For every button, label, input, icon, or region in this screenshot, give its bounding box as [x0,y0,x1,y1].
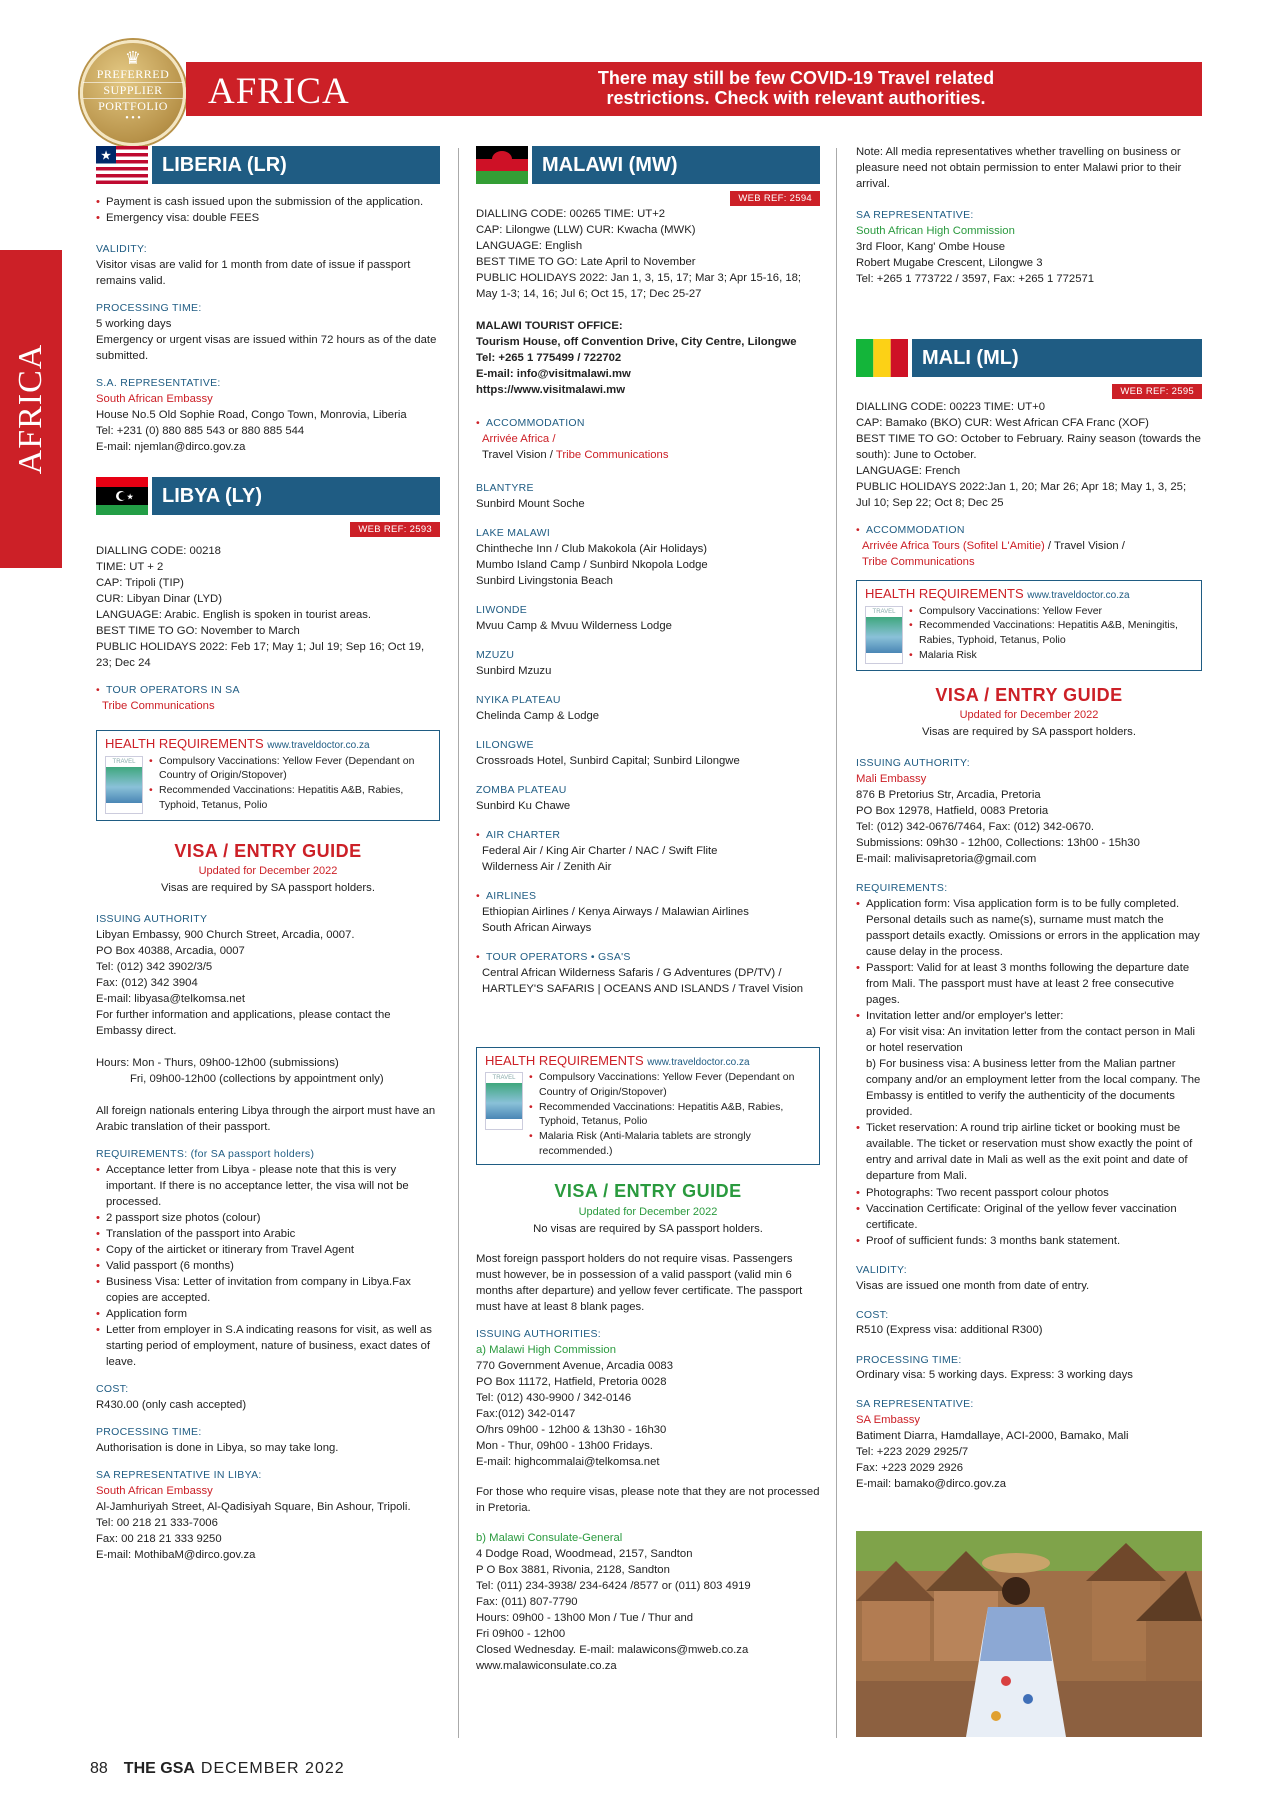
place-name: ZOMBA PLATEAU [476,784,567,796]
svg-text:★: ★ [127,494,134,502]
office-line: E-mail: info@visitmalawi.mw [476,368,631,381]
list-item: • Recommended Vaccinations: Hepatitis A&B, Meningitis, Rabies, Typhoid, Tetanus, Polio [909,618,1193,647]
mali-visa-guide [856,683,1202,740]
section-label: COST: [96,1383,129,1396]
list-item: • Invitation letter and/or employer's letter: a) For visit visa: An invitation letter from the contact person in Mali or hotel reservation b) For business visa: A business letter from the Malian partner company and/or an employment letter from the local company. The Embassy is entitled to verify the authenticity of the documents provided. [856,1008,1202,1120]
visa-note: No visas are required by SA passport holders. [533,1222,763,1235]
section-label: ISSUING AUTHORITIES: [476,1327,602,1340]
list-item: • Passport: Valid for at least 3 months following the departure date from Mali. The passport must have at least 2 free consecutive pages. [856,960,1202,1008]
badge-line-1: PREFERRED [96,67,170,81]
tourist-office [476,318,820,398]
rep-line: E-mail: bamako@dirco.gov.za [856,1478,1007,1491]
info-line: CAP: Lilongwe (LLW) CUR: Kwacha (MWK) [476,224,696,237]
info-line: CUR: Libyan Dinar (LYD) [96,593,222,606]
health-title: HEALTH REQUIREMENTS [865,586,1024,602]
issuing-line: Tel: (012) 342-0676/7464, Fax: (012) 342-0670. [856,820,1095,833]
place-name: LILONGWE [476,739,534,752]
section-label: • ACCOMMODATION [856,523,1202,538]
place-line: Sunbird Livingstonia Beach [476,575,613,588]
travel-doctor-logo: TRAVEL [485,1072,523,1130]
visa-title: VISA / ENTRY GUIDE [554,1181,742,1202]
section-label: SA REPRESENTATIVE: [856,209,974,222]
cost-text: R510 (Express visa: additional R300) [856,1324,1043,1337]
air-charter-line: Wilderness Air / Zenith Air [482,860,612,873]
covid-notice: There may still be few COVID-19 Travel related restrictions. Check with relevant authorities. [597,68,995,108]
rep-line: Fax: +223 2029 2926 [856,1462,964,1475]
list-item: • Compulsory Vaccinations: Yellow Fever (Dependant on Country of Origin/Stopover) [529,1070,811,1099]
place-line: Sunbird Mzuzu [476,665,552,678]
section-label: • AIR CHARTER [476,828,820,843]
issuing-line: PO Box 40388, Arcadia, 0007 [96,944,245,957]
rep-line: House No.5 Old Sophie Road, Congo Town, Monrovia, Liberia [96,408,407,421]
libya-health-box [96,730,440,820]
rep-line: Tel: +223 2029 2925/7 [856,1446,969,1459]
accommodation-link[interactable]: Arrivée Africa / [482,433,556,446]
foreign-note: All foreign nationals entering Libya through the airport must have an Arabic translation of their passport. [96,1105,436,1134]
rep-line: Tel: +265 1 773722 / 3597, Fax: +265 1 772571 [856,273,1095,286]
malawi-visa-guide [476,1179,820,1236]
rep-line: Robert Mugabe Crescent, Lilongwe 3 [856,257,1043,270]
issuing-line: Closed Wednesday. E-mail: malawicons@mweb.co.za [476,1644,749,1657]
page-number: 88 [90,1760,108,1777]
health-url[interactable]: www.traveldoctor.co.za [267,740,370,752]
web-ref-badge: WEB REF: 2594 [730,191,820,206]
section-label: PROCESSING TIME: [96,1426,202,1439]
info-line: BEST TIME TO GO: October to February. Rainy season (towards the south): June to October. [856,433,1201,462]
malawi-flag-icon [476,146,528,184]
issuing-line: For further information and applications, please contact the Embassy direct. [96,1008,391,1037]
malawi-health-box [476,1047,820,1166]
info-line: DIALLING CODE: 00223 TIME: UT+0 [856,401,1046,414]
info-line: LANGUAGE: English [476,240,583,253]
side-tab-label: AFRICA [11,343,49,475]
rep-line: Fax: 00 218 21 333 9250 [96,1533,222,1546]
page-footer [90,1758,345,1781]
air-charter-line: Federal Air / King Air Charter / NAC / Swift Flite [482,844,718,857]
issue-date: DECEMBER 2022 [200,1760,345,1777]
crown-icon: ♛ [124,48,142,68]
issuing-line: Libyan Embassy, 900 Church Street, Arcadia, 0007. [96,928,355,941]
badge-dots: • • • [125,113,141,124]
list-item: • Photographs: Two recent passport colour photos [856,1185,1202,1201]
list-item: • Ticket reservation: A round trip airline ticket or booking must be available. The ticket or reservation must show exactly the point of entry and arrival date in Mali as well as the exit point and date of departure from Mali. [856,1120,1202,1184]
place-name: NYIKA PLATEAU [476,694,561,707]
consulate-website-link[interactable]: www.malawiconsulate.co.za [476,1660,617,1673]
section-label: ISSUING AUTHORITY: [856,756,970,769]
issuing-name: a) Malawi High Commission [476,1343,616,1356]
validity-text: Visitor visas are valid for 1 month from date of issue if passport remains valid. [96,258,411,287]
column-middle [476,146,820,1674]
accommodation-link[interactable]: Tribe Communications [555,449,669,462]
travel-doctor-logo: TRAVEL [865,606,903,664]
libya-header [127,477,440,515]
travel-doctor-logo: TRAVEL [105,756,143,814]
issuing-line: PO Box 12978, Hatfield, 0083 Pretoria [856,804,1049,817]
info-line: BEST TIME TO GO: November to March [96,625,300,638]
cost-text: R430.00 (only cash accepted) [96,1399,247,1412]
list-item: • Business Visa: Letter of invitation from company in Libya.Fax copies are accepted. [96,1274,440,1306]
issuing-line: P O Box 3881, Rivonia, 2128, Sandton [476,1564,670,1577]
column-right [856,144,1202,1493]
section-label: VALIDITY: [856,1263,907,1276]
publication-name: THE GSA [123,1760,195,1777]
issuing-line: Tel: (012) 342 3902/3/5 [96,960,213,973]
mali-health-box [856,580,1202,670]
column-divider [836,148,837,1738]
info-line: PUBLIC HOLIDAYS 2022: Jan 1, 3, 15, 17; Mar 3; Apr 15-16, 18; May 1-3; 14, 16; Jul 6; Oct 15, 17; Dec 25-27 [476,272,802,301]
section-label: • TOUR OPERATORS IN SA [96,683,440,698]
processing-text: Emergency or urgent visas are issued within 72 hours as of the date submitted. [96,333,437,362]
visa-updated: Updated for December 2022 [959,709,1099,722]
list-item: • Proof of sufficient funds: 3 months bank statement. [856,1233,1202,1249]
mali-info [856,399,1202,511]
issuing-line: Fri 09h00 - 12h00 [476,1628,566,1641]
validity-text: Visas are issued one month from date of entry. [856,1279,1090,1292]
processing-text: Ordinary visa: 5 working days. Express: 3 working days [856,1369,1133,1382]
accommodation-link[interactable]: Tribe Communications [862,556,975,569]
visa-updated: Updated for December 2022 [198,865,338,878]
accommodation-link[interactable]: Arrivée Africa Tours (Sofitel L'Amitie) [862,540,1045,553]
info-line: PUBLIC HOLIDAYS 2022: Feb 17; May 1; Jul 19; Sep 16; Oct 19, 23; Dec 24 [96,641,425,670]
gsa-line: Central African Wilderness Safaris / G Adventures (DP/TV) / [482,966,782,979]
list-item: • Application form: Visa application form is to be fully completed. Personal details such as name(s), surname must match the passport details exactly. Omissions or errors in the application may cause delay in the process. [856,896,1202,960]
hours-line: Fri, 09h00-12h00 (collections by appointment only) [130,1073,384,1086]
issuing-line: Hours: 09h00 - 13h00 Mon / Tue / Thur and [476,1612,694,1625]
web-ref-badge: WEB REF: 2593 [350,522,440,537]
info-line: BEST TIME TO GO: Late April to November [476,256,696,269]
visa-updated: Updated for December 2022 [578,1205,718,1218]
list-item: • Payment is cash issued upon the submission of the application. [96,194,440,210]
info-line: LANGUAGE: Arabic. English is spoken in tourist areas. [96,609,372,622]
place-line: Mvuu Camp & Mvuu Wilderness Lodge [476,620,672,633]
rep-line: E-mail: njemlan@dirco.gov.za [96,441,246,454]
libya-title: LIBYA (LY) [162,485,263,508]
list-item: • Recommended Vaccinations: Hepatitis A&B, Rabies, Typhoid, Tetanus, Polio [149,783,431,812]
issuing-line: E-mail: malivisapretoria@gmail.com [856,853,1037,866]
side-tab [0,250,62,568]
issuing-line: E-mail: libyasa@telkomsa.net [96,992,245,1005]
issuing-line: Tel: (012) 430-9900 / 342-0146 [476,1391,632,1404]
liberia-flag-icon [96,146,148,184]
place-line: Sunbird Ku Chawe [476,799,571,812]
liberia-title: LIBERIA (LR) [162,154,287,176]
section-label: • TOUR OPERATORS • GSA'S [476,950,820,965]
issuing-name: b) Malawi Consulate-General [476,1531,623,1544]
mali-header [912,339,1202,377]
info-line: CAP: Bamako (BKO) CUR: West African CFA Franc (XOF) [856,417,1149,430]
office-line: MALAWI TOURIST OFFICE: [476,320,623,333]
office-line: Tel: +265 1 775499 / 722702 [476,352,622,365]
gsa-line: HARTLEY'S SAFARIS | OCEANS AND ISLANDS / Travel Vision [482,982,804,995]
list-item: • Copy of the airticket or itinerary from Travel Agent [96,1242,440,1258]
place-name: LAKE MALAWI [476,527,551,540]
libya-info [96,543,440,671]
place-line: Sunbird Mount Soche [476,498,585,511]
preferred-supplier-badge [80,40,186,146]
visa-title: VISA / ENTRY GUIDE [174,840,362,861]
list-item: • Malaria Risk (Anti-Malaria tablets are strongly recommended.) [529,1129,811,1158]
list-item: • 2 passport size photos (colour) [96,1210,440,1226]
place-line: Crossroads Hotel, Sunbird Capital; Sunbird Lilongwe [476,754,740,767]
accommodation-text: Travel Vision / [482,449,556,462]
visa-note: Visas are required by SA passport holders. [922,725,1136,738]
mali-village-photo [856,1531,1202,1737]
issuing-line: E-mail: highcommalai@telkomsa.net [476,1455,660,1468]
list-item: • Recommended Vaccinations: Hepatitis A&B, Rabies, Typhoid, Tetanus, Polio [529,1100,811,1129]
pretoria-note: For those who require visas, please note that they are not processed in Pretoria. [476,1485,820,1514]
place-name: BLANTYRE [476,482,534,495]
visa-title: VISA / ENTRY GUIDE [935,684,1123,705]
issuing-line: 4 Dodge Road, Woodmead, 2157, Sandton [476,1547,693,1560]
rep-name: South African Embassy [96,392,213,405]
visa-note: Visas are required by SA passport holders. [161,881,375,894]
info-line: DIALLING CODE: 00265 TIME: UT+2 [476,208,666,220]
place-line: Mumbo Island Camp / Sunbird Nkopola Lodge [476,559,708,572]
section-label: VALIDITY: [96,243,147,256]
mali-title: MALI (ML) [922,347,1019,370]
libya-flag-icon [96,477,148,515]
media-note: Note: All media representatives whether travelling on business or pleasure need not obtain permission to enter Malawi prior to their arrival. [856,146,1182,191]
accommodation-text: / Travel Vision / [1044,540,1125,553]
issuing-line: Fax: (012) 342 3904 [96,976,198,989]
place-name: MZUZU [476,649,515,662]
top-banner [186,62,1202,116]
badge-line-3: PORTFOLIO [83,98,183,114]
list-item: • Malaria Risk [909,648,1193,663]
health-url[interactable]: www.traveldoctor.co.za [1027,590,1130,602]
office-website-link[interactable]: https://www.visitmalawi.mw [476,384,625,397]
region-title: AFRICA [208,71,350,112]
badge-line-2: SUPPLIER [83,82,183,98]
section-label: • ACCOMMODATION [476,416,820,431]
processing-text: 5 working days [96,317,172,330]
rep-line: Tel: 00 218 21 333-7006 [96,1517,218,1530]
rep-line: E-mail: MothibaM@dirco.gov.za [96,1549,256,1562]
section-label: COST: [856,1308,889,1321]
section-label: REQUIREMENTS: (for SA passport holders) [96,1148,315,1161]
svg-text:★: ★ [101,150,111,162]
list-item: • Compulsory Vaccinations: Yellow Fever [909,604,1193,619]
info-line: PUBLIC HOLIDAYS 2022:Jan 1, 20; Mar 26; Apr 18; May 1, 3, 25; Jul 10; Sep 22; Oct 8; Dec 25 [856,481,1187,510]
processing-text: Authorisation is done in Libya, so may take long. [96,1442,339,1455]
rep-name: SA Embassy [856,1414,921,1427]
rep-name: South African Embassy [96,1485,213,1498]
issuing-name: Mali Embassy [856,772,927,785]
issuing-line: PO Box 11172, Hatfield, Pretoria 0028 [476,1375,667,1388]
malawi-info [476,206,820,302]
list-item: • Acceptance letter from Libya - please note that this is very important. If there is no acceptance letter, the visa will not be processed. [96,1162,440,1210]
rep-line: Tel: +231 (0) 880 885 543 or 880 885 544 [96,425,305,437]
list-item: • Letter from employer in S.A indicating reasons for visit, as well as starting period of employment, nature of business, exact dates of leave. [96,1322,440,1370]
list-item: • Valid passport (6 months) [96,1258,440,1274]
section-label: REQUIREMENTS: [856,882,948,895]
web-ref-badge: WEB REF: 2595 [1112,384,1202,399]
list-item: • Translation of the passport into Arabic [96,1226,440,1242]
issuing-line: Tel: (011) 234-3938/ 234-6424 /8577 or (011) 803 4919 [476,1580,751,1593]
column-left [96,146,440,1563]
airlines-line: Ethiopian Airlines / Kenya Airways / Malawian Airlines [482,905,749,918]
office-line: Tourism House, off Convention Drive, City Centre, Lilongwe [476,336,797,349]
health-title: HEALTH REQUIREMENTS [105,736,264,752]
section-label: SA REPRESENTATIVE IN LIBYA: [96,1469,262,1482]
mali-flag-icon [856,339,908,377]
info-line: DIALLING CODE: 00218 [96,545,221,558]
hours-line: Hours: Mon - Thurs, 09h00-12h00 (submissions) [96,1057,339,1070]
list-item: • Application form [96,1306,440,1322]
health-url[interactable]: www.traveldoctor.co.za [647,1056,750,1068]
tour-operator-link[interactable]: Tribe Communications [102,700,215,713]
list-item: • Vaccination Certificate: Original of the yellow fever vaccination certificate. [856,1201,1202,1233]
place-line: Chintheche Inn / Club Makokola (Air Holidays) [476,543,708,556]
list-item: • Compulsory Vaccinations: Yellow Fever (Dependant on Country of Origin/Stopover) [149,754,431,783]
info-line: CAP: Tripoli (TIP) [96,577,184,590]
info-line: LANGUAGE: French [856,465,961,478]
section-label: PROCESSING TIME: [856,1353,962,1366]
section-label: SA REPRESENTATIVE: [856,1398,974,1411]
section-label: • AIRLINES [476,889,820,904]
issuing-line: 770 Government Avenue, Arcadia 0083 [476,1359,674,1372]
rep-line: Al-Jamhuriyah Street, Al-Qadisiyah Square, Bin Ashour, Tripoli. [96,1501,411,1514]
issuing-line: Fax:(012) 342-0147 [476,1407,576,1420]
issuing-line: Fax: (011) 807-7790 [476,1596,578,1609]
list-item: • Emergency visa: double FEES [96,210,440,226]
liberia-header [101,146,440,184]
section-label: ISSUING AUTHORITY [96,912,208,925]
rep-line: Batiment Diarra, Hamdallaye, ACI-2000, Bamako, Mali [856,1430,1129,1443]
section-label: PROCESSING TIME: [96,302,202,315]
issuing-line: Submissions: 09h30 - 12h00, Collections: 13h00 - 15h30 [856,836,1140,849]
malawi-header [532,146,820,184]
health-title: HEALTH REQUIREMENTS [485,1052,644,1068]
section-label: S.A. REPRESENTATIVE: [96,377,221,390]
issuing-line: 876 B Pretorius Str, Arcadia, Pretoria [856,788,1041,801]
place-line: Chelinda Camp & Lodge [476,710,600,723]
airlines-line: South African Airways [482,921,592,934]
info-line: TIME: UT + 2 [96,561,164,574]
libya-visa-guide [96,839,440,896]
rep-line: 3rd Floor, Kang' Ombe House [856,241,1006,254]
issuing-line: O/hrs 09h00 - 12h00 & 13h30 - 16h30 [476,1423,667,1436]
malawi-title: MALAWI (MW) [542,154,678,176]
place-name: LIWONDE [476,604,528,617]
visa-intro: Most foreign passport holders do not require visas. Passengers must however, be in possession of a valid passport (valid min 6 months after departure) and yellow fever certificate. The passport must have at least 8 blank pages. [476,1252,803,1313]
column-divider [458,148,459,1738]
issuing-line: Mon - Thur, 09h00 - 13h00 Fridays. [476,1439,653,1452]
rep-name: South African High Commission [856,225,1015,237]
